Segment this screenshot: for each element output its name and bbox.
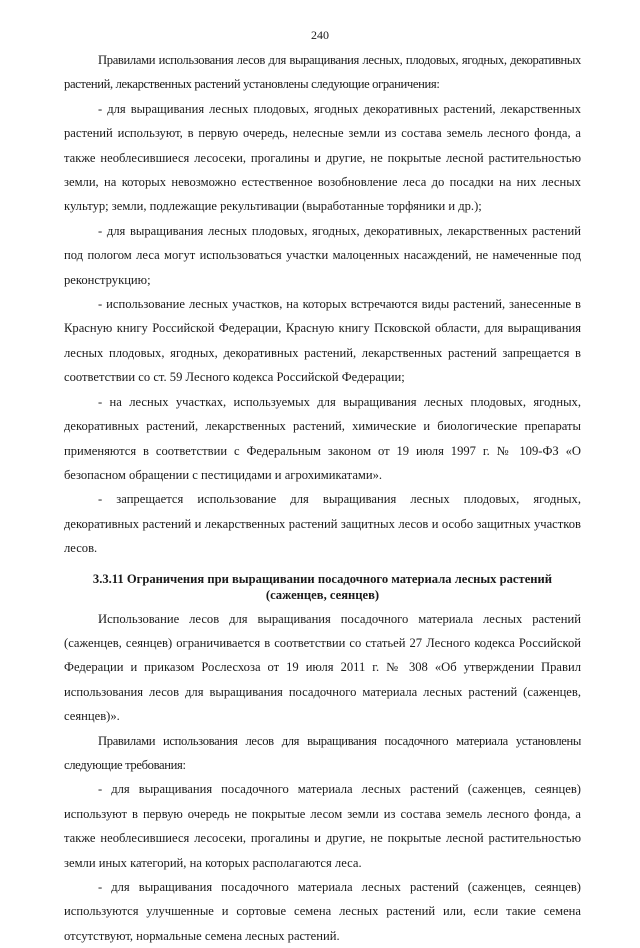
paragraph: Использование лесов для выращивания посадочного материала лесных растений (саженцев, сеянцев) ограничивается в соответствии со статьей 27 Лесного кодекса Российской Федерации и приказом Рослесхоза от 19 июля 2011 г. № 308 «Об утверждении Правил использования лесов для выращивания посадочного материала лесных растений (саженцев, сеянцев)». bbox=[64, 611, 581, 724]
list-item: - запрещается использование для выращивания лесных плодовых, ягодных, декоративных растений и лекарственных растений защитных лесов и особо защитных участков лесов. bbox=[64, 492, 581, 556]
list-item: - для выращивания посадочного материала лесных растений (саженцев, сеянцев) используются улучшенные и сортовые семена лесных растений или, если такие семена отсутствуют, нормальные семена лесных растений. bbox=[64, 880, 581, 943]
paragraph: Правилами использования лесов для выращивания посадочного материала установлены следующие требования: bbox=[64, 733, 581, 772]
list-item: - на лесных участках, используемых для выращивания лесных плодовых, ягодных, декоративных растений, лекарственных растений, химические и биологические препараты применяются в соответствии с Федеральным законом от 19 июля 1997 г. № 109-ФЗ «О безопасном обращении с пестицидами и агрохимикатами». bbox=[64, 394, 581, 482]
page-number: 240 bbox=[311, 28, 329, 42]
list-item: - для выращивания лесных плодовых, ягодных, декоративных, лекарственных растений под пологом леса могут использоваться участки малоценных насаждений, не намеченные под реконструкцию; bbox=[64, 223, 581, 287]
document-body bbox=[64, 48, 581, 948]
section-heading: 3.3.11 Ограничения при выращивании посадочного материала лесных растений (саженцев, сеянцев) bbox=[92, 571, 553, 602]
list-item: - для выращивания посадочного материала лесных растений (саженцев, сеянцев) используют в первую очередь не покрытые лесом земли из состава земель лесного фонда, а также необлесившиеся лесосеки, прогалины и другие, не покрытые лесной растительностью земли иных категорий, на которых располагаются леса. bbox=[64, 782, 581, 870]
list-item: - использование лесных участков, на которых встречаются виды растений, занесенные в Красную книгу Российской Федерации, Красную книгу Псковской области, для выращивания лесных плодовых, ягодных, декоративных растений, лекарственных растений запрещается в соответствии со ст. 59 Лесного кодекса Российской Федерации; bbox=[64, 297, 581, 385]
paragraph: Правилами использования лесов для выращивания лесных, плодовых, ягодных, декоративных растений, лекарственных растений установлены следующие ограничения: bbox=[64, 53, 581, 92]
list-item: - для выращивания лесных плодовых, ягодных декоративных растений, лекарственных растений используют, в первую очередь, нелесные земли из состава земель лесного фонда, а также необлесившиеся лесосеки, прогалины и другие, не покрытые лесной растительностью земли, на которых невозможно естественное возобновление леса до посадки на них лесных культур; земли, подлежащие рекультивации (выработанные торфяники и др.); bbox=[64, 101, 581, 214]
